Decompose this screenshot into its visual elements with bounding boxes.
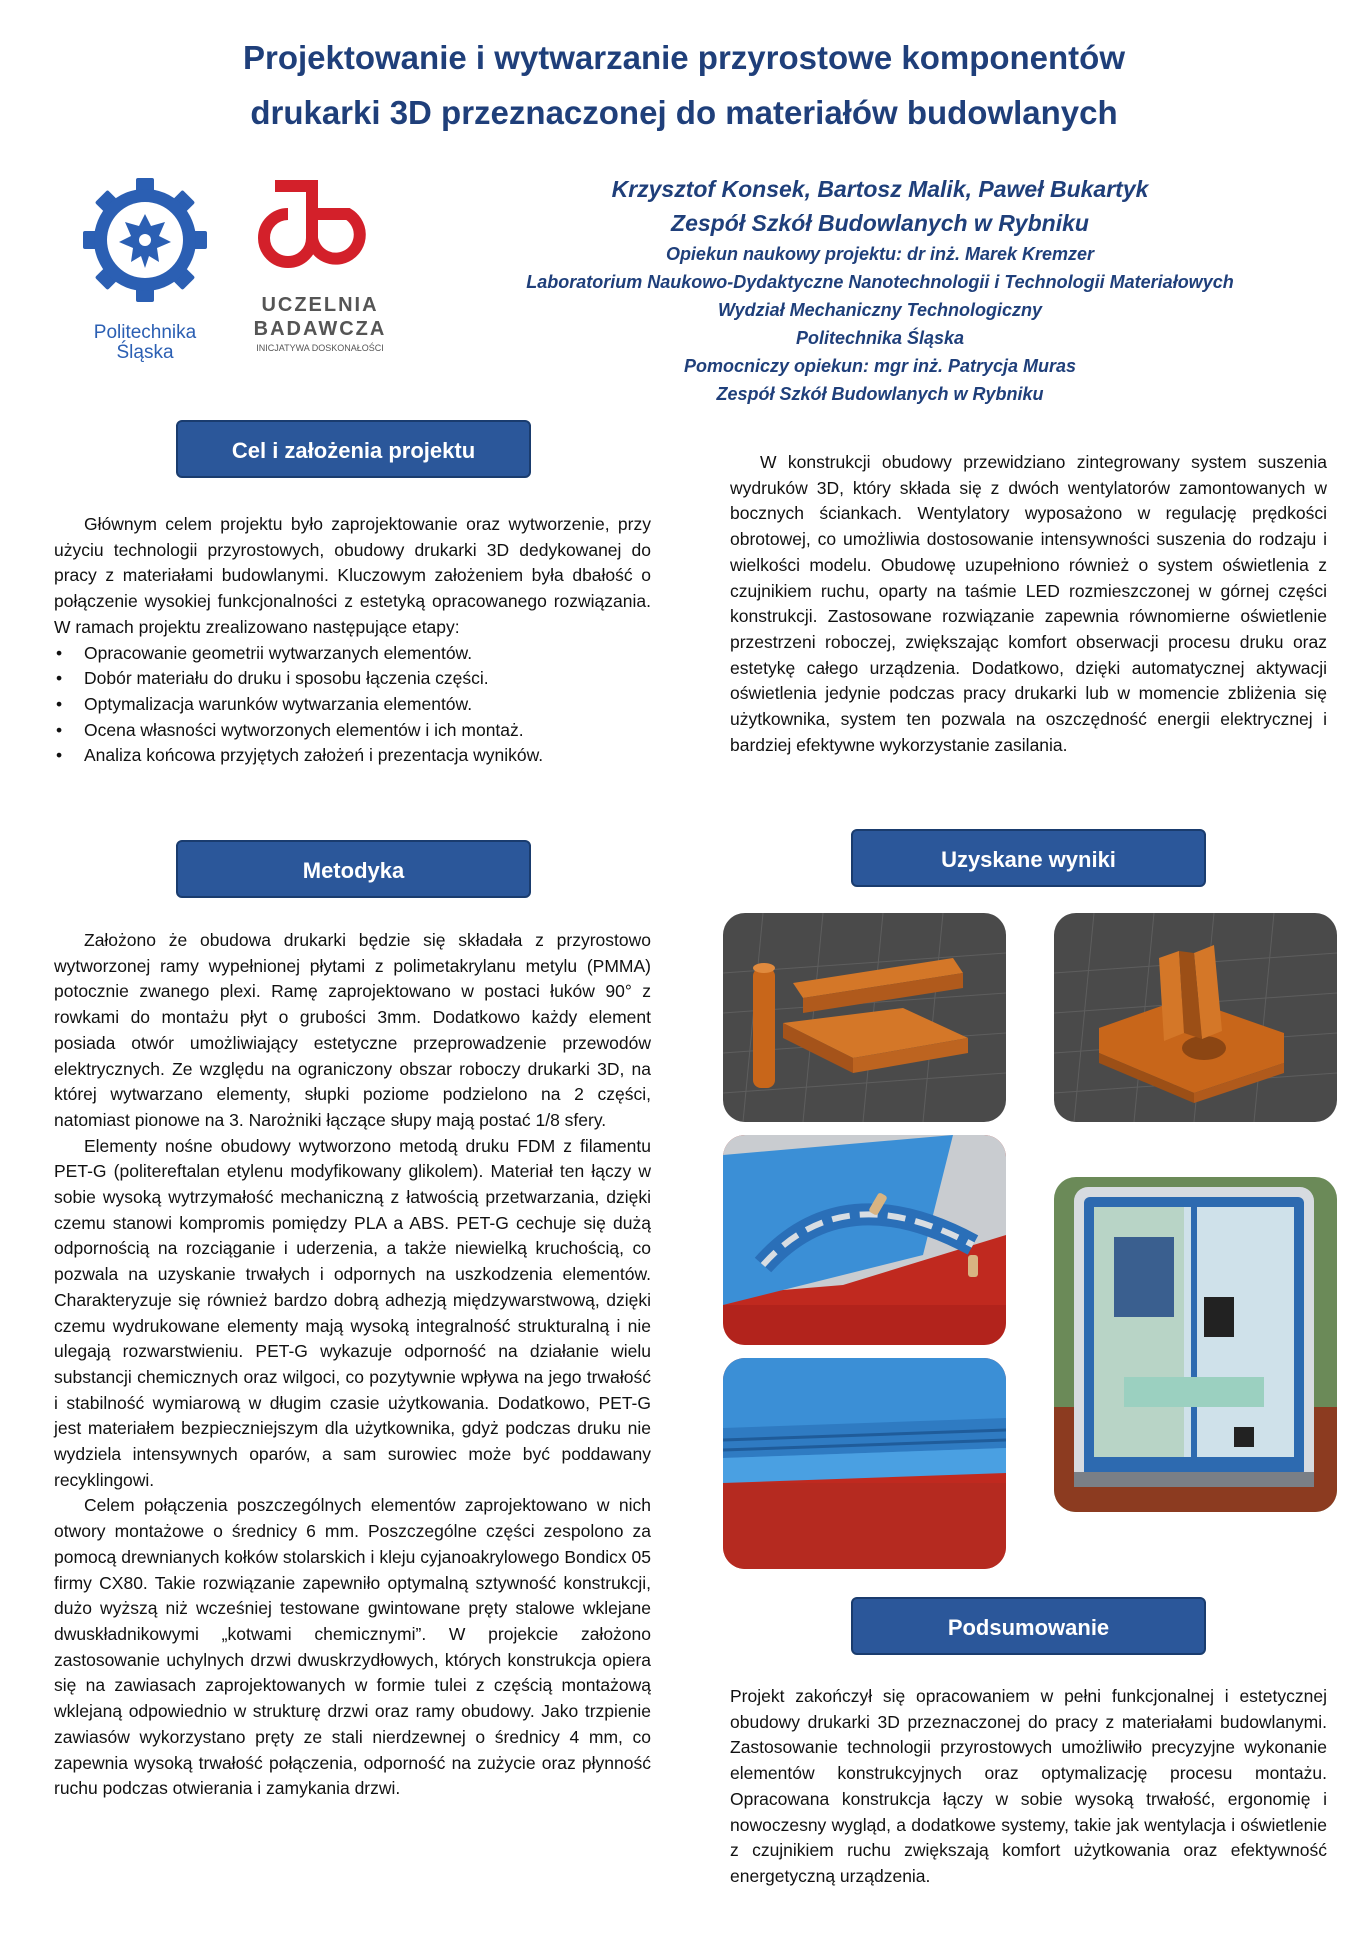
ub-emblem [250, 178, 390, 368]
goal-heading: Cel i założenia projektu [176, 420, 531, 478]
ub-text-2: BADAWCZA [253, 318, 387, 340]
list-item: • Opracowanie geometrii wytwarzanych elementów. [84, 641, 651, 667]
list-item: • Optymalizacja warunków wytwarzania elementów. [84, 692, 651, 718]
render-image-1 [723, 913, 1006, 1122]
photo-printer-enclosure [1054, 1177, 1337, 1512]
results-heading: Uzyskane wyniki [851, 829, 1206, 887]
list-item: • Dobór materiału do druku i sposobu łączenia części. [84, 666, 651, 692]
laboratory: Laboratorium Naukowo-Dydaktyczne Nanotechnologii i Technologii Materiałowych [526, 272, 1234, 292]
supervisor: Opiekun naukowy projektu: dr inż. Marek Kremzer [665, 244, 1095, 264]
polsl-text-1: Politechnika [93, 322, 197, 343]
summary-section [730, 1684, 1327, 1890]
goal-list [54, 641, 651, 770]
authors-names: Krzysztof Konsek, Bartosz Malik, Paweł Bukartyk [611, 176, 1149, 202]
method-heading: Metodyka [176, 840, 531, 898]
assistant-supervisor: Pomocniczy opiekun: mgr inż. Patrycja Muras [683, 356, 1077, 376]
ub-text-3: INICJATYWA DOSKONAŁOŚCI [256, 343, 384, 353]
render-image-2 [1054, 913, 1337, 1122]
title-line-1: Projektowanie i wytwarzanie przyrostowe komponentów [242, 39, 1125, 76]
summary-text: Projekt zakończył się opracowaniem w pełni funkcjonalnej i estetycznej obudowy drukarki 3D przeznaczonej do pracy z materiałami budowlanymi. Zastosowanie technologii przyrostowych umożliwiło precyzyjne wykonanie elementów konstrukcyjnych oraz optymalizację procesu montażu. Opracowana konstrukcja łączy w sobie wysoką trwałość, ergonomię i nowoczesny wygląd, a dodatkowe systemy, takie jak wentylacja i oświetlenie z czujnikiem ruchu zwiększają komfort użytkowania oraz efektywność energetyczną urządzenia. [730, 1686, 1327, 1886]
faculty: Wydział Mechaniczny Technologiczny [717, 300, 1043, 320]
right-intro-text: W konstrukcji obudowy przewidziano zintegrowany system suszenia wydruków 3D, który składa się z dwóch wentylatorów zamontowanych w bocznych ściankach. Wentylatory wyposażono w regulację prędkości obrotowej, co umożliwia dostosowanie intensywności suszenia do rodzaju i wielkości modelu. Obudowę uzupełniono również o system oświetlenia z czujnikiem ruchu, oparty na taśmie LED rozmieszczonej w górnej części konstrukcji. Zastosowane rozwiązanie zapewnia równomierne oświetlenie przestrzeni roboczej, zwiększając komfort obserwacji procesu druku oraz estetykę całego urządzenia. Dodatkowo, dzięki automatycznej aktywacji oświetlenia jedynie podczas pracy drukarki lub w momencie zbliżenia się użytkownika, system ten pozwala na oszczędność energii elektrycznej i bardziej efektywne wykorzystanie zasilania. [730, 452, 1327, 755]
title-line-2: drukarki 3D przeznaczonej do materiałów budowlanych [250, 94, 1118, 131]
method-paragraph-3: Celem połączenia poszczególnych elementów zaprojektowano w nich otwory montażowe o średnicy 6 mm. Poszczególne części zespolono za pomocą drewnianych kołków stolarskich i kleju cyjanoakrylowego Bondicx 05 firmy CX80. Takie rozwiązanie zapewniło optymalną sztywność konstrukcji, dużo wyższą niż wcześniej testowane gwintowane pręty stalowe wklejane dwuskładnikowymi „kotwami chemicznymi”. W projekcie założono zastosowanie uchylnych drzwi dwuskrzydłowych, których konstrukcja opiera się na zawiasach zaprojektowanych w formie tulei z częścią montażową wklejaną odpowiednio w strukturę drzwi oraz ramy obudowy. Jako trzpienie zawiasów wykorzystano pręty ze stali nierdzewnej o średnicy 4 mm, co zapewnia wysoką trwałość połączenia, odporność na zużycie oraz płynność ruchu podczas otwierania i zamykania drzwi. [54, 1495, 651, 1799]
list-item: • Ocena własności wytworzonych elementów i ich montaż. [84, 718, 651, 744]
list-item: • Analiza końcowa przyjętych założeń i prezentacja wyników. [84, 743, 651, 769]
summary-heading: Podsumowanie [851, 1597, 1206, 1655]
authors-block [440, 172, 1320, 408]
right-intro-section [730, 450, 1327, 758]
polsl-text-2: Śląska [116, 342, 174, 363]
politechnika-gear-emblem [75, 178, 215, 368]
authors-school: Zespół Szkół Budowlanych w Rybniku [671, 210, 1089, 236]
photo-layered-plates [723, 1358, 1006, 1569]
goal-section [54, 512, 651, 769]
photo-printed-arc [723, 1135, 1006, 1345]
method-paragraph-1: Założono że obudowa drukarki będzie się składała z przyrostowo wytworzonej ramy wypełnionej płytami z polimetakrylanu metylu (PMMA) potocznie zwanego plexi. Ramę zaprojektowano w postaci łuków 90° z rowkami do montażu płyt o grubości 3mm. Dodatkowo każdy element posiada otwór umożliwiający estetyczne przeprowadzenie przewodów elektrycznych. Ze względu na ograniczony obszar roboczy drukarki 3D, na której wytwarzano elementy, słupki poziome podzielono na 2 części, natomiast pionowe na 3. Narożniki łączące słupy mają postać 1/8 sfery. [54, 930, 651, 1130]
uczelnia-badawcza-logo [250, 178, 390, 368]
politechnika-slaska-logo [75, 178, 215, 368]
method-paragraph-2: Elementy nośne obudowy wytworzono metodą druku FDM z filamentu PET-G (politereftalan etylenu modyfikowany glikolem). Materiał ten łączy w sobie wysoką wytrzymałość mechaniczną z łatwością przetwarzania, dzięki czemu stanowi kompromis pomiędzy PLA a ABS. PET-G cechuje się dużą odpornością na rozciąganie i uderzenia, a także niewielką kruchością, co pozwala na uzyskanie trwałych i odpornych na uszkodzenia elementów. Charakteryzuje się również bardzo dobrą adhezją międzywarstwową, dzięki czemu wydrukowane elementy mają wysoką integralność strukturalną i nie ulegają rozwarstwieniu. PET-G wykazuje odporność na działanie wielu substancji chemicznych oraz wilgoci, co pozytywnie wpływa na jego trwałość i stabilność wymiarową w długim czasie użytkowania. Dodatkowo, PET-G jest materiałem bezpieczniejszym dla użytkownika, gdyż podczas druku nie wydziela intensywnych oparów, a sam surowiec może być poddawany recyklingowi. [54, 1135, 651, 1490]
school-2: Zespół Szkół Budowlanych w Rybniku [716, 384, 1044, 404]
goal-intro: Głównym celem projektu było zaprojektowanie oraz wytworzenie, przy użyciu technologii przyrostowych, obudowy drukarki 3D dedykowanej do pracy z materiałami budowlanymi. Kluczowym założeniem była dbałość o połączenie wysokiej funkcjonalności z estetyką opracowanego rozwiązania. W ramach projektu zrealizowano następujące etapy: [54, 514, 651, 637]
poster-title [0, 30, 1368, 140]
method-section [54, 928, 651, 1802]
university: Politechnika Śląska [795, 328, 965, 348]
ub-text-1: UCZELNIA [261, 294, 379, 316]
